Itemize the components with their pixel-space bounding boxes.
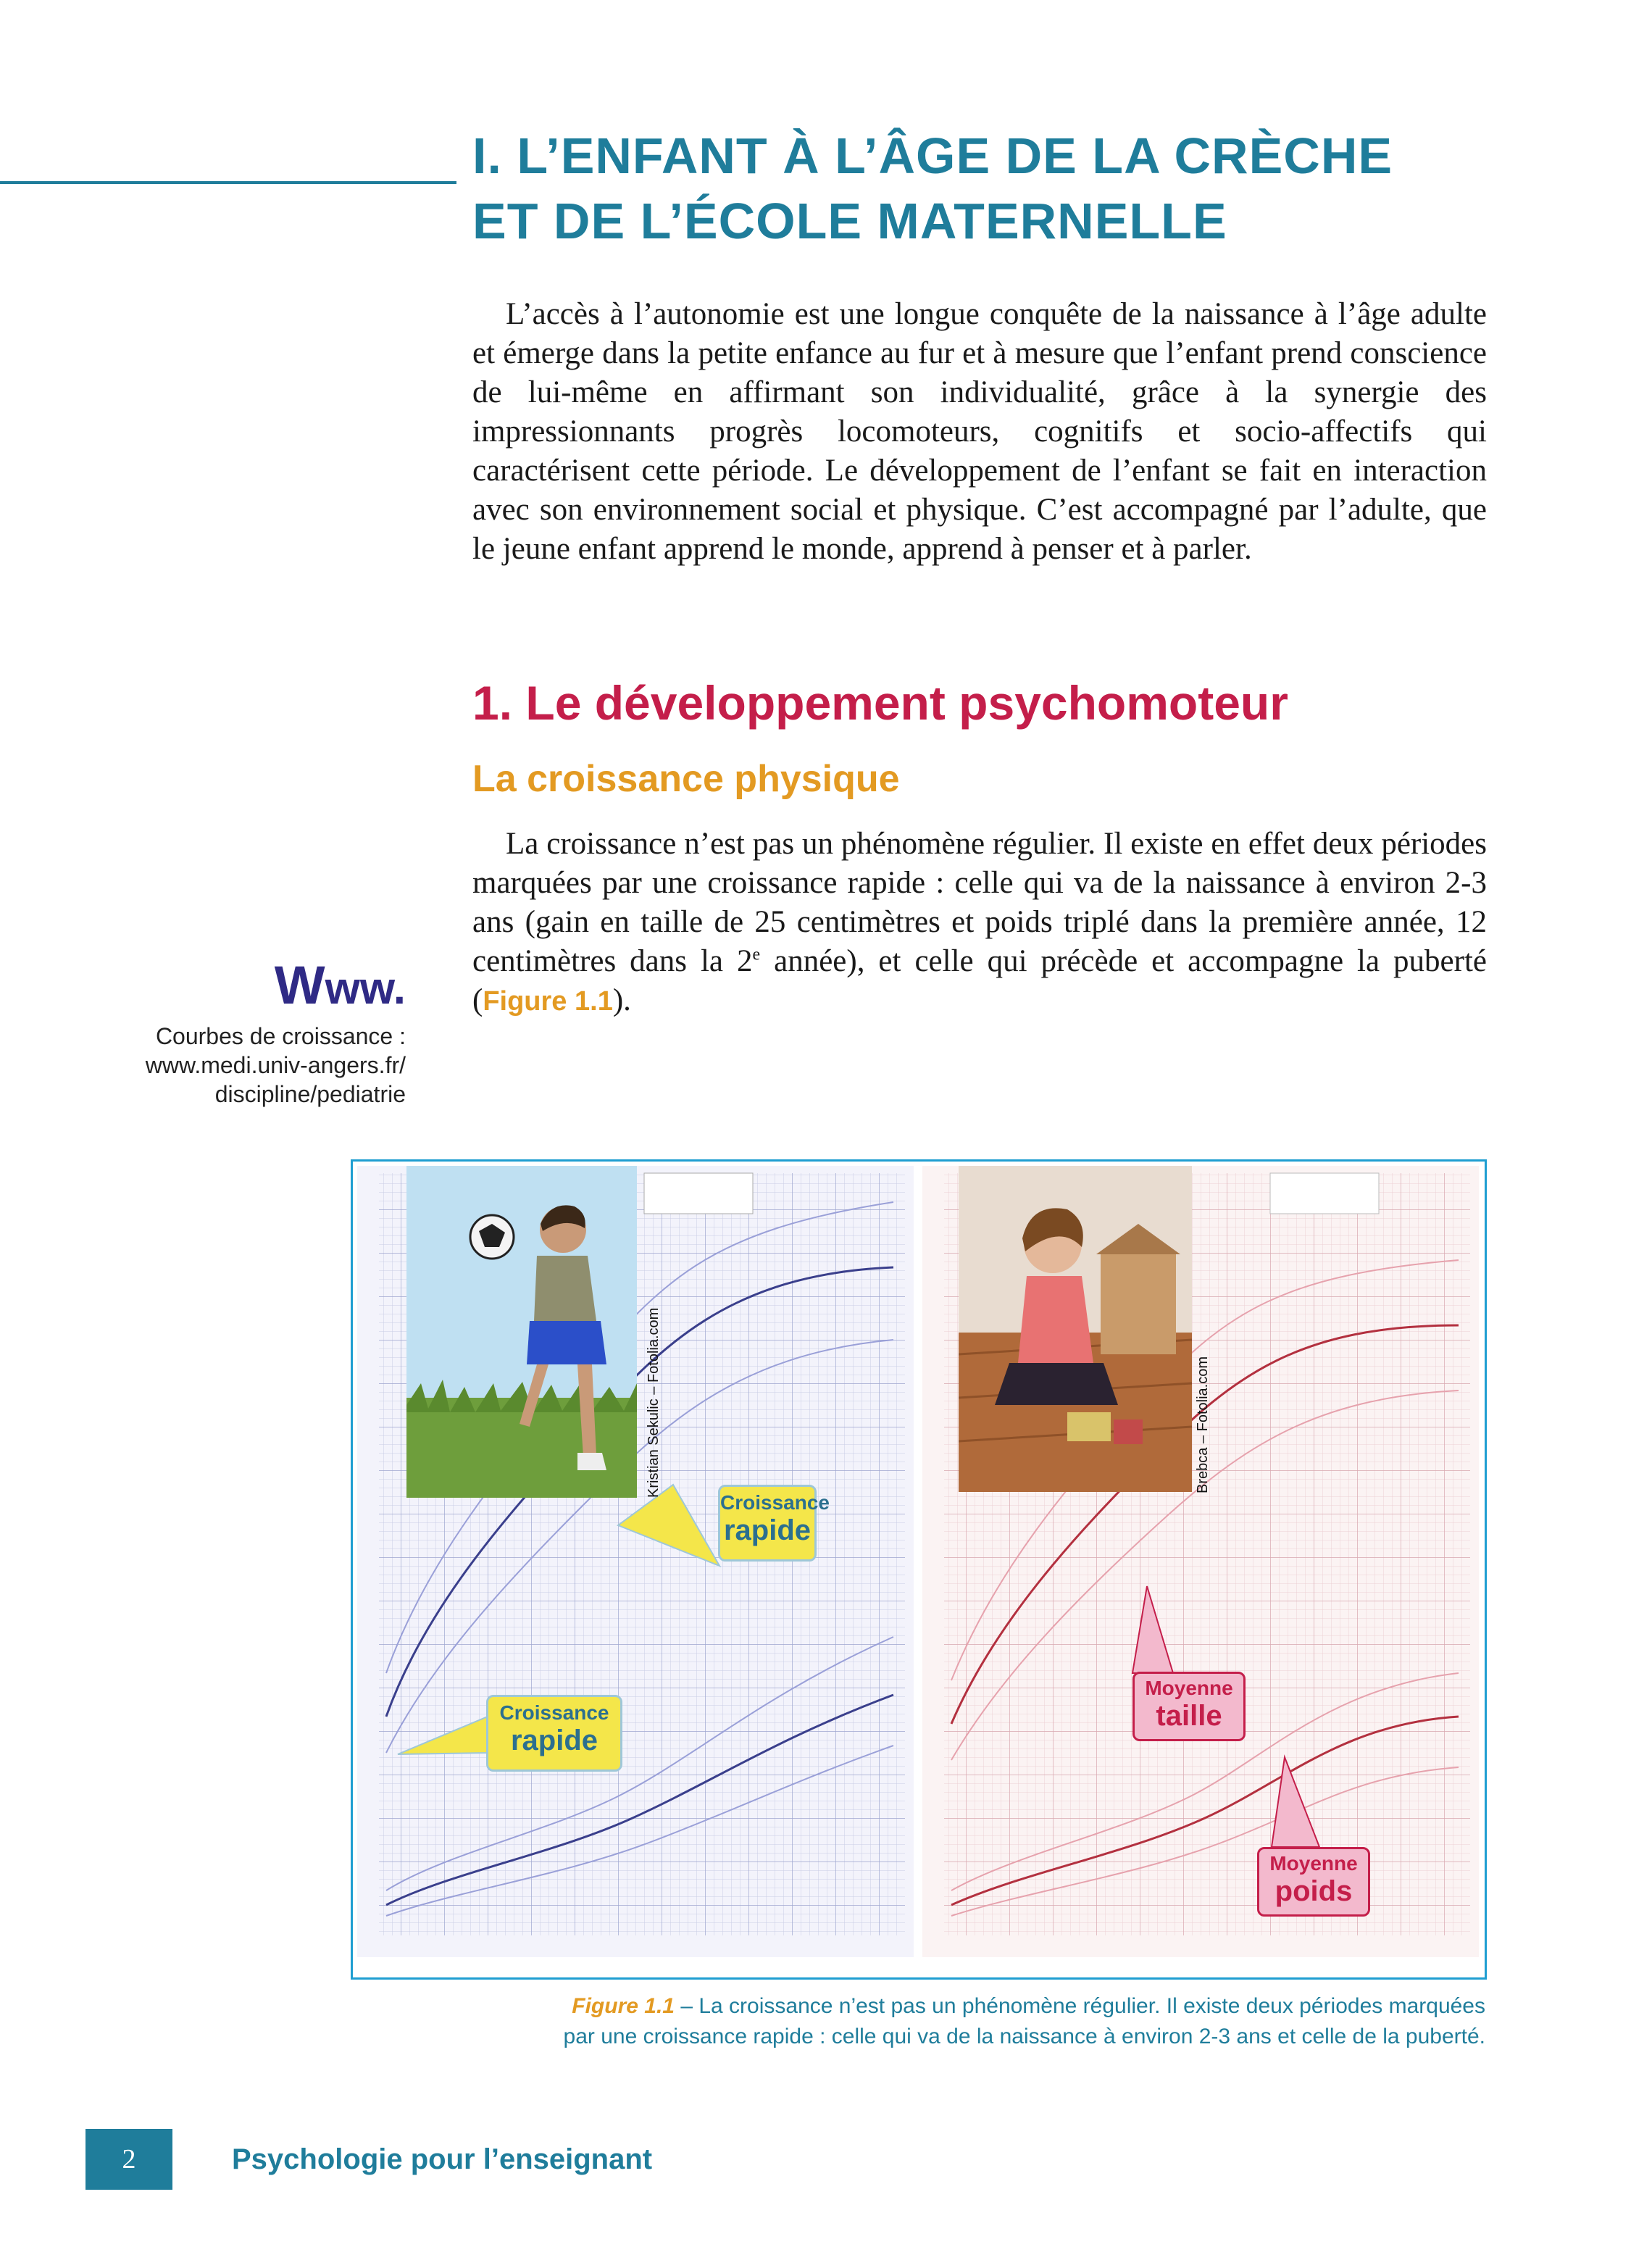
caption-text-line2: par une croissance rapide : celle qui va de la naissance à environ 2-3 ans et celle de la puberté. (563, 2025, 1485, 2048)
callout1-small-label: Croissance (720, 1491, 830, 1514)
boy-football-photo (406, 1166, 637, 1498)
callout4-large-label: poids (1275, 1875, 1353, 1907)
girls-growth-panel (922, 1166, 1479, 1957)
growth-paragraph (472, 825, 1487, 1021)
boys-legend-box (644, 1173, 753, 1214)
margin-note-line1: Courbes de croissance : (155, 1023, 406, 1049)
margin-note-url-line1[interactable]: www.medi.univ-angers.fr/ (145, 1052, 406, 1078)
caption-line1 (377, 1991, 1485, 2022)
www-letters-small: ww. (325, 964, 406, 1014)
chapter-title-line1: I. L’ENFANT À L’ÂGE DE LA CRÈCHE (472, 128, 1393, 184)
section-title: 1. Le développement psychomoteur (472, 676, 1288, 730)
callout2-large-label: rapide (510, 1725, 598, 1756)
www-icon (246, 955, 406, 1015)
growth-chart-figure (351, 1159, 1487, 1980)
intro-paragraph: L’accès à l’autonomie est une longue conquête de la naissance à l’âge adulte et émerge dans la petite enfance au fur et à mesure que l’enfant prend conscience de lui-même en affirmant son individualité, grâce à la synergie des impressionnants progrès locomoteurs, cognitifs et socio-affectifs qui caractérisent cette période. Le développement de l’enfant se fait en interaction avec son environnement social et physique. C’est accompagné par l’adulte, que le jeune enfant apprend le monde, apprend à penser et à parler. (472, 297, 1487, 566)
www-letter-big: W (274, 955, 325, 1015)
boys-growth-panel (357, 1166, 914, 1957)
running-footer-title: Psychologie pour l’enseignant (232, 2143, 653, 2175)
ordinal-superscript: e (752, 945, 761, 964)
growth-paragraph-end: ). (612, 983, 631, 1017)
margin-note (43, 1022, 406, 1109)
figure-caption (377, 1991, 1485, 2052)
page-number: 2 (85, 2129, 172, 2190)
callout4-small-label: Moyenne (1269, 1852, 1358, 1875)
callout3-large-label: taille (1156, 1700, 1222, 1732)
callout2-small-label: Croissance (499, 1701, 609, 1724)
girl-playing-photo (959, 1166, 1192, 1492)
chapter-title-line2: ET DE L’ÉCOLE MATERNELLE (472, 193, 1227, 249)
figure-reference-link[interactable]: Figure 1.1 (483, 986, 613, 1017)
growth-paragraph-part1: La croissance n’est pas un phénomène régulier. Il existe en effet deux périodes marquées par une croissance rapide : celle qui va de la naissance à environ 2-3 ans (gain en taille de 25 centimètres et poids triplé dans la première année, 12 centimètres dans la 2 (472, 827, 1487, 978)
header-rule (0, 181, 456, 184)
margin-note-url-line2[interactable]: discipline/pediatrie (214, 1081, 406, 1107)
caption-text-line1: – La croissance n’est pas un phénomène régulier. Il existe deux périodes marquées (674, 1994, 1485, 2018)
caption-figure-label: Figure 1.1 (572, 1994, 675, 2018)
subsection-title: La croissance physique (472, 758, 900, 800)
boy-photo-credit: Kristian Sekulic – Fotolia.com (646, 1307, 662, 1498)
callout-average-height (1132, 1672, 1246, 1741)
callout1-large-label: rapide (723, 1514, 812, 1546)
callout-average-weight (1257, 1847, 1370, 1917)
callout-rapid-growth-infancy (486, 1695, 622, 1772)
girls-legend-box (1270, 1173, 1379, 1214)
growth-paragraph-part2: année), et celle qui précède et accompagne la puberté ( (472, 944, 1487, 1017)
girl-photo-credit: Brebca – Fotolia.com (1195, 1356, 1211, 1493)
callout3-small-label: Moyenne (1145, 1677, 1233, 1699)
chapter-title (472, 123, 1559, 254)
callout-rapid-growth-puberty (718, 1485, 830, 1562)
